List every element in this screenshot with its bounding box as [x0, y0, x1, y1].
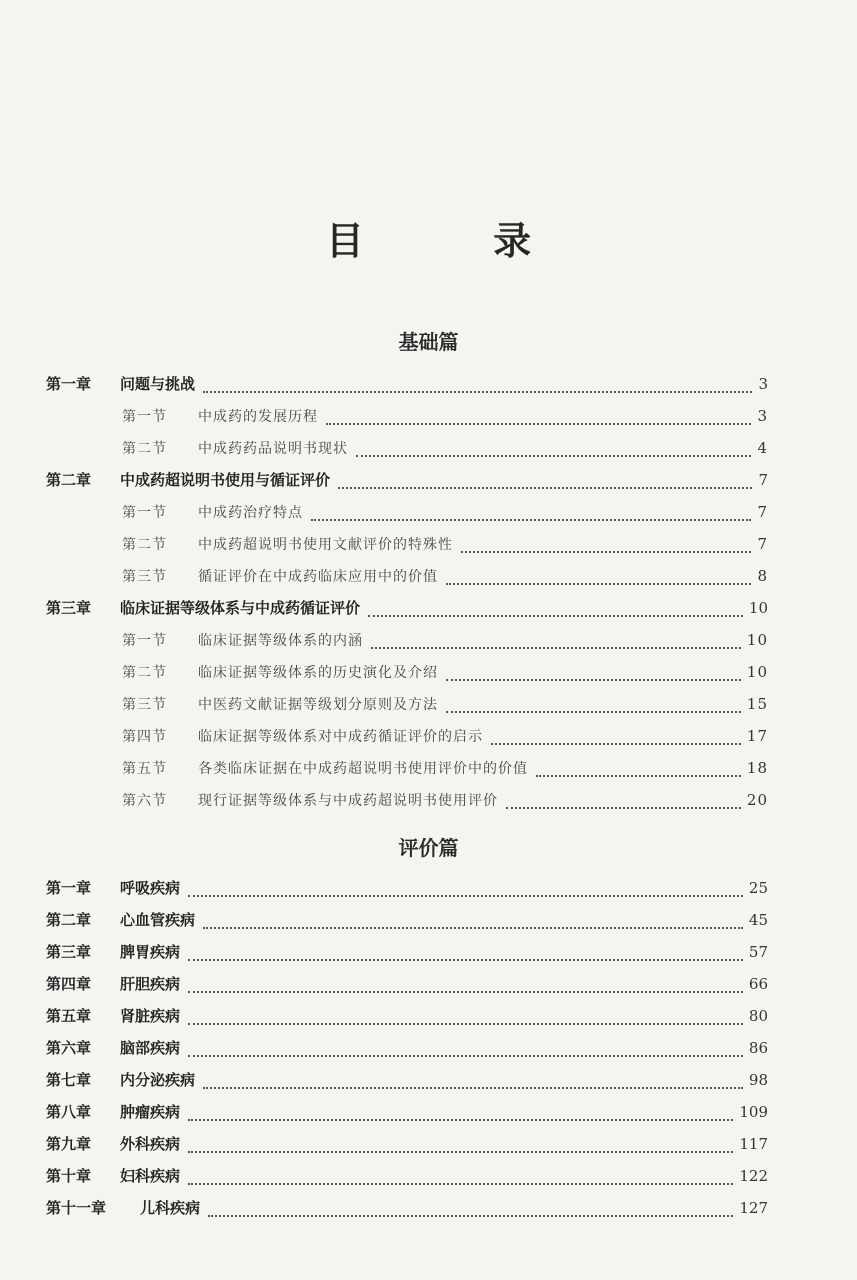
- toc-entry-title: 心血管疾病: [120, 911, 196, 929]
- toc-entry-title: 问题与挑战: [120, 375, 196, 393]
- toc-list-basics: [46, 372, 768, 820]
- toc-entry-page: 86: [748, 1039, 768, 1057]
- toc-entry-page: 3: [758, 375, 768, 393]
- toc-entry-page: 4: [757, 439, 768, 457]
- toc-entry-chapter[interactable]: [46, 940, 768, 972]
- toc-leader-dots: [371, 647, 741, 649]
- toc-leader-dots: [188, 1183, 733, 1185]
- toc-entry-title: 循证评价在中成药临床应用中的价值: [198, 569, 438, 585]
- toc-entry-page: 18: [746, 759, 768, 777]
- toc-leader-dots: [203, 1087, 743, 1089]
- toc-entry-section[interactable]: [46, 628, 768, 660]
- toc-leader-dots: [338, 487, 752, 489]
- toc-entry-number: 第二章: [46, 911, 92, 929]
- toc-entry-title: 呼吸疾病: [120, 879, 181, 897]
- toc-entry-section[interactable]: [46, 532, 768, 564]
- toc-entry-number: 第八章: [46, 1103, 92, 1121]
- toc-entry-page: 17: [746, 727, 768, 745]
- toc-entry-title: 临床证据等级体系的内涵: [198, 633, 363, 649]
- toc-entry-title: 各类临床证据在中成药超说明书使用评价中的价值: [198, 761, 528, 777]
- toc-entry-number: 第一章: [46, 375, 92, 393]
- toc-entry-chapter[interactable]: [46, 1196, 768, 1228]
- toc-leader-dots: [446, 583, 751, 585]
- section-heading-evaluation: 评价篇: [398, 836, 459, 860]
- toc-entry-title: 中医药文献证据等级划分原则及方法: [198, 697, 438, 713]
- toc-leader-dots: [188, 959, 743, 961]
- toc-entry-section[interactable]: [46, 436, 768, 468]
- toc-entry-page: 109: [739, 1103, 768, 1121]
- toc-entry-number: 第一节: [122, 633, 167, 649]
- toc-entry-number: 第一节: [122, 505, 167, 521]
- toc-entry-chapter[interactable]: [46, 596, 768, 628]
- toc-entry-number: 第二章: [46, 471, 92, 489]
- toc-leader-dots: [188, 1119, 733, 1121]
- toc-entry-chapter[interactable]: [46, 1004, 768, 1036]
- toc-entry-chapter[interactable]: [46, 1100, 768, 1132]
- page-title: 目 录: [325, 218, 590, 263]
- toc-entry-page: 122: [739, 1167, 768, 1185]
- toc-entry-number: 第三章: [46, 943, 92, 961]
- toc-entry-title: 中成药超说明书使用文献评价的特殊性: [198, 537, 453, 553]
- toc-entry-section[interactable]: [46, 756, 768, 788]
- toc-entry-page: 3: [757, 407, 768, 425]
- toc-leader-dots: [188, 895, 743, 897]
- toc-entry-number: 第五章: [46, 1007, 92, 1025]
- toc-entry-section[interactable]: [46, 692, 768, 724]
- toc-entry-page: 7: [757, 535, 768, 553]
- toc-entry-title: 肿瘤疾病: [120, 1103, 181, 1121]
- toc-leader-dots: [368, 615, 743, 617]
- toc-entry-page: 10: [746, 663, 768, 681]
- toc-entry-number: 第二节: [122, 665, 167, 681]
- toc-leader-dots: [506, 807, 741, 809]
- toc-entry-title: 脑部疾病: [120, 1039, 181, 1057]
- toc-entry-number: 第九章: [46, 1135, 92, 1153]
- toc-entry-number: 第十一章: [46, 1199, 107, 1217]
- toc-entry-title: 中成药超说明书使用与循证评价: [120, 471, 331, 489]
- toc-leader-dots: [311, 519, 751, 521]
- toc-entry-page: 15: [746, 695, 768, 713]
- toc-entry-chapter[interactable]: [46, 1068, 768, 1100]
- toc-entry-chapter[interactable]: [46, 1036, 768, 1068]
- toc-entry-number: 第一章: [46, 879, 92, 897]
- toc-entry-page: 10: [748, 599, 768, 617]
- toc-entry-title: 内分泌疾病: [120, 1071, 196, 1089]
- toc-entry-number: 第四章: [46, 975, 92, 993]
- toc-entry-title: 中成药治疗特点: [198, 505, 303, 521]
- toc-entry-section[interactable]: [46, 564, 768, 596]
- toc-leader-dots: [446, 711, 741, 713]
- toc-leader-dots: [203, 927, 743, 929]
- toc-entry-number: 第四节: [122, 729, 167, 745]
- toc-entry-page: 25: [748, 879, 768, 897]
- toc-entry-number: 第三节: [122, 569, 167, 585]
- toc-leader-dots: [188, 1151, 733, 1153]
- toc-entry-page: 66: [748, 975, 768, 993]
- toc-entry-title: 肝胆疾病: [120, 975, 181, 993]
- toc-entry-chapter[interactable]: [46, 908, 768, 940]
- toc-entry-section[interactable]: [46, 500, 768, 532]
- toc-entry-title: 临床证据等级体系的历史演化及介绍: [198, 665, 438, 681]
- toc-entry-number: 第三章: [46, 599, 92, 617]
- toc-entry-number: 第五节: [122, 761, 167, 777]
- toc-leader-dots: [461, 551, 751, 553]
- toc-entry-chapter[interactable]: [46, 876, 768, 908]
- toc-entry-title: 儿科疾病: [140, 1199, 201, 1217]
- toc-entry-chapter[interactable]: [46, 468, 768, 500]
- toc-entry-number: 第三节: [122, 697, 167, 713]
- toc-entry-page: 57: [748, 943, 768, 961]
- toc-leader-dots: [188, 1023, 743, 1025]
- toc-entry-number: 第十章: [46, 1167, 92, 1185]
- toc-entry-title: 现行证据等级体系与中成药超说明书使用评价: [198, 793, 498, 809]
- toc-entry-page: 127: [739, 1199, 768, 1217]
- toc-entry-section[interactable]: [46, 724, 768, 756]
- toc-list-evaluation: [46, 876, 768, 1228]
- toc-entry-title: 中成药药品说明书现状: [198, 441, 348, 457]
- toc-entry-number: 第二节: [122, 441, 167, 457]
- toc-entry-section[interactable]: [46, 788, 768, 820]
- toc-entry-page: 8: [757, 567, 768, 585]
- toc-entry-page: 98: [748, 1071, 768, 1089]
- toc-entry-page: 80: [748, 1007, 768, 1025]
- toc-entry-page: 117: [739, 1135, 768, 1153]
- toc-entry-page: 20: [746, 791, 768, 809]
- toc-leader-dots: [356, 455, 751, 457]
- toc-entry-title: 临床证据等级体系与中成药循证评价: [120, 599, 361, 617]
- toc-leader-dots: [188, 1055, 743, 1057]
- toc-entry-chapter[interactable]: [46, 1132, 768, 1164]
- toc-entry-title: 脾胃疾病: [120, 943, 181, 961]
- toc-entry-number: 第七章: [46, 1071, 92, 1089]
- section-heading-basics: 基础篇: [398, 330, 459, 354]
- toc-entry-title: 中成药的发展历程: [198, 409, 318, 425]
- toc-entry-number: 第二节: [122, 537, 167, 553]
- toc-entry-number: 第六章: [46, 1039, 92, 1057]
- toc-leader-dots: [188, 991, 743, 993]
- toc-entry-chapter[interactable]: [46, 1164, 768, 1196]
- toc-entry-page: 7: [758, 471, 768, 489]
- toc-leader-dots: [326, 423, 751, 425]
- toc-entry-title: 肾脏疾病: [120, 1007, 181, 1025]
- toc-entry-title: 临床证据等级体系对中成药循证评价的启示: [198, 729, 483, 745]
- toc-entry-section[interactable]: [46, 660, 768, 692]
- toc-entry-section[interactable]: [46, 404, 768, 436]
- toc-leader-dots: [203, 391, 752, 393]
- toc-entry-number: 第六节: [122, 793, 167, 809]
- toc-entry-number: 第一节: [122, 409, 167, 425]
- toc-entry-title: 妇科疾病: [120, 1167, 181, 1185]
- toc-entry-chapter[interactable]: [46, 372, 768, 404]
- toc-entry-page: 10: [746, 631, 768, 649]
- toc-leader-dots: [491, 743, 741, 745]
- toc-entry-title: 外科疾病: [120, 1135, 181, 1153]
- toc-entry-page: 7: [757, 503, 768, 521]
- toc-leader-dots: [208, 1215, 733, 1217]
- toc-leader-dots: [536, 775, 741, 777]
- toc-entry-page: 45: [748, 911, 768, 929]
- toc-entry-chapter[interactable]: [46, 972, 768, 1004]
- toc-leader-dots: [446, 679, 741, 681]
